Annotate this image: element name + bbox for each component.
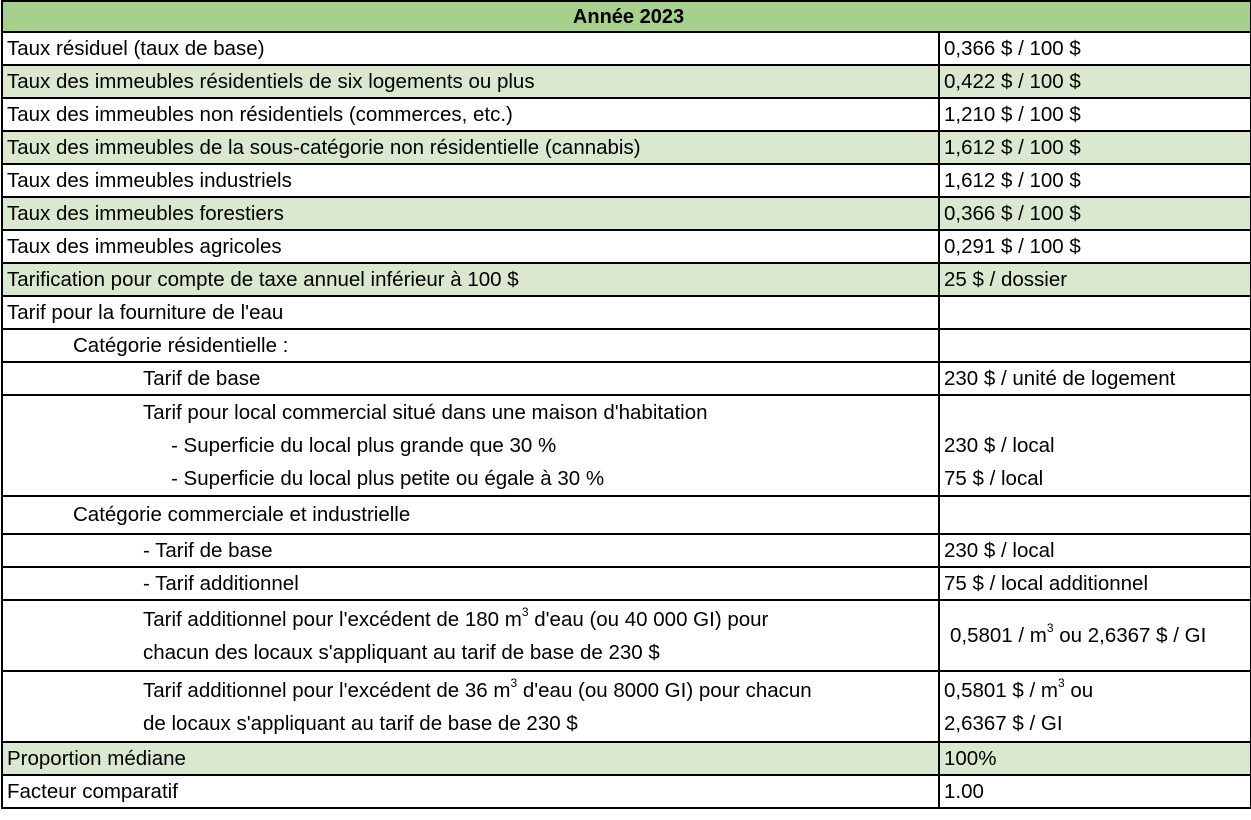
row-value: 1,612 $ / 100 $ xyxy=(939,131,1251,164)
table-row xyxy=(2,230,1251,263)
row-value: 0,291 $ / 100 $ xyxy=(939,230,1251,263)
row-label: Tarif de base xyxy=(2,362,939,395)
row-value: 0,422 $ / 100 $ xyxy=(939,65,1251,98)
row-label: Facteur comparatif xyxy=(2,775,939,808)
table-row xyxy=(2,600,1251,671)
row-value: 0,5801 $ / $m^3$ ou xyxy=(944,675,1094,702)
table-title: Année 2023 xyxy=(2,1,1251,32)
row-label: Tarif additionnel pour l'excédent de 36 $m^3$ d'eau (ou 8000 GI) pour chacun xyxy=(143,675,812,702)
row-label: Proportion médiane xyxy=(2,742,939,775)
table-row xyxy=(2,32,1251,65)
table-row xyxy=(2,534,1251,567)
row-sublabel: - Superficie du local plus petite ou égale à 30 % xyxy=(171,467,605,490)
row-label-group xyxy=(2,600,939,671)
row-label-group xyxy=(2,671,939,742)
row-label: Taux des immeubles non résidentiels (commerces, etc.) xyxy=(2,98,939,131)
row-label: Tarif additionnel pour l'excédent de 180 $m^3$ d'eau (ou 40 000 GI) pour xyxy=(143,604,769,631)
table-row xyxy=(2,775,1251,808)
row-label: - Tarif additionnel xyxy=(2,567,939,600)
row-value: 230 $ / local xyxy=(939,534,1251,567)
row-value xyxy=(939,296,1251,329)
row-label-continued: de locaux s'appliquant au tarif de base de 230 $ xyxy=(143,711,578,735)
table-row xyxy=(2,131,1251,164)
row-value-group xyxy=(939,671,1251,742)
row-label: Taux des immeubles agricoles xyxy=(2,230,939,263)
row-label: Catégorie commerciale et industrielle xyxy=(2,496,939,534)
row-label: Taux des immeubles résidentiels de six logements ou plus xyxy=(2,65,939,98)
row-label: Taux des immeubles industriels xyxy=(2,164,939,197)
row-value xyxy=(939,496,1251,534)
table-row xyxy=(2,496,1251,534)
row-label-continued: chacun des locaux s'appliquant au tarif de base de 230 $ xyxy=(143,640,660,664)
row-label: Taux des immeubles de la sous-catégorie non résidentielle (cannabis) xyxy=(2,131,939,164)
row-value: 75 $ / local additionnel xyxy=(939,567,1251,600)
table-row xyxy=(2,362,1251,395)
table-row xyxy=(2,164,1251,197)
table-row xyxy=(2,296,1251,329)
row-value xyxy=(939,329,1251,362)
row-value: 75 $ / local xyxy=(944,467,1044,490)
row-label: Tarif pour la fourniture de l'eau xyxy=(2,296,939,329)
table-row xyxy=(2,742,1251,775)
row-value-continued: 2,6367 $ / GI xyxy=(944,711,1063,735)
row-label: Taux des immeubles forestiers xyxy=(2,197,939,230)
table-row xyxy=(2,98,1251,131)
row-value-group xyxy=(939,395,1251,496)
row-value: 100% xyxy=(939,742,1251,775)
table-header-row xyxy=(2,1,1251,32)
table-row xyxy=(2,671,1251,742)
row-label: - Tarif de base xyxy=(2,534,939,567)
row-value: 230 $ / local xyxy=(944,434,1055,457)
row-label: Tarif pour local commercial situé dans une maison d'habitation xyxy=(143,401,708,424)
row-sublabel: - Superficie du local plus grande que 30 % xyxy=(171,434,557,457)
table-row xyxy=(2,65,1251,98)
row-value: 230 $ / unité de logement xyxy=(939,362,1251,395)
row-label-group xyxy=(2,395,939,496)
table-row xyxy=(2,263,1251,296)
row-label: Tarification pour compte de taxe annuel inférieur à 100 $ xyxy=(2,263,939,296)
row-label: Taux résiduel (taux de base) xyxy=(2,32,939,65)
row-value: 1,210 $ / 100 $ xyxy=(939,98,1251,131)
tax-rates-table xyxy=(1,0,1251,809)
table-row xyxy=(2,567,1251,600)
row-value: 25 $ / dossier xyxy=(939,263,1251,296)
row-value: 0,366 $ / 100 $ xyxy=(939,197,1251,230)
row-label: Catégorie résidentielle : xyxy=(2,329,939,362)
row-value: 1.00 xyxy=(939,775,1251,808)
row-value: 0,366 $ / 100 $ xyxy=(939,32,1251,65)
row-value: $0,5801 / m^3$ ou 2,6367 $ / GI xyxy=(939,600,1251,671)
table-row xyxy=(2,197,1251,230)
table-row xyxy=(2,329,1251,362)
table-row xyxy=(2,395,1251,496)
row-value: 1,612 $ / 100 $ xyxy=(939,164,1251,197)
